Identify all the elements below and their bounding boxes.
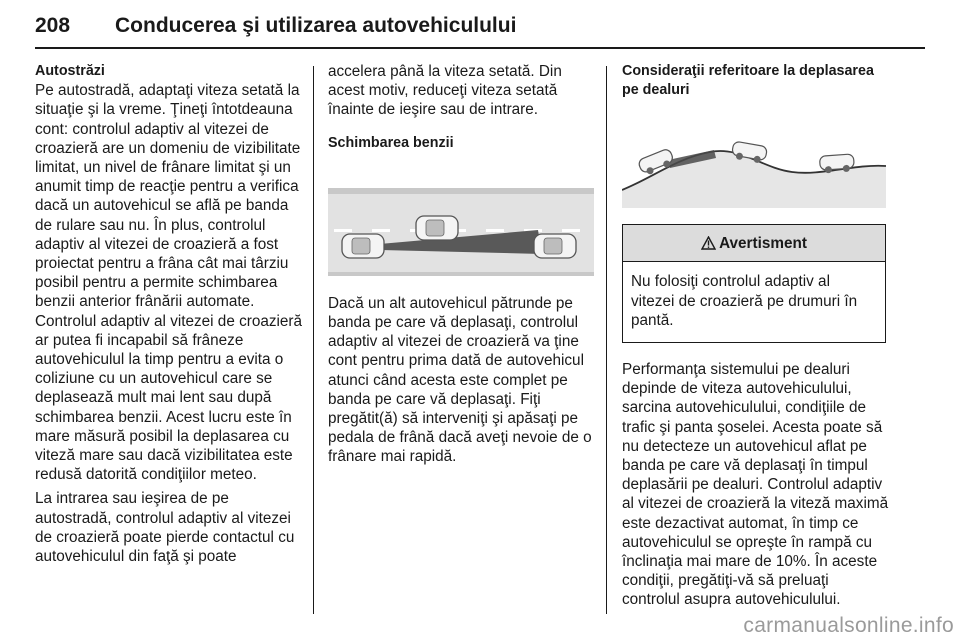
watermark: carmanualsonline.info <box>743 614 954 637</box>
warning-title: Avertisment <box>719 234 807 252</box>
warning-header <box>623 225 885 262</box>
paragraph: Pe autostradă, adaptaţi viteza setată la situaţie şi la vreme. Ţineţi întotdeauna cont: controlul adaptiv al vitezei de croazieră are un domeniu de vizibilitate limitat, un nivel de frânare limitat şi un anumit timp de reacţie pentru a verifica dacă un autovehicul se află pe banda de rulare sau nu. În plus, controlul adaptiv al vitezei de croazieră a fost proiectat pentru a frâna cât mai târziu posibil pentru a permite schimbarea benzii anterior frânării automate. Controlul adaptiv al vitezei de croazieră ar putea fi incapabil să frâneze autovehiculul la timp pentru a evita o coliziune cu un autovehicul care se deplasează mult mai lent sau după schimbarea benzii. Acest lucru este în mare măsură posibil la deplasarea cu viteză mare sau dacă vizibilitatea este redusă datorită condiţiilor meteo. <box>35 82 302 484</box>
column-divider <box>606 66 607 614</box>
page-title: Conducerea şi utilizarea autovehiculului <box>115 14 517 37</box>
header-rule <box>35 47 925 49</box>
car-icon <box>534 234 576 258</box>
column-1 <box>35 62 305 566</box>
hill-driving-illustration <box>622 114 886 208</box>
warning-box <box>622 224 886 343</box>
page-header <box>35 0 925 50</box>
paragraph: La intrarea sau ieşirea de pe autostradă, controlul adaptiv al vitezei de croazieră poate pierde contactul cu autovehiculul din faţă şi poate <box>35 490 295 566</box>
paragraph: Performanţa sistemului pe dealuri depinde de viteza autovehiculului, sarcina autovehiculului, condiţiile de trafic şi panta şoselei. Acesta poate să nu detecteze un autovehicul aflat pe banda pe care vă deplasaţi în timpul deplasării pe dealuri. Controlul adaptiv al vitezei de croazieră la viteză maximă este dezactivat automat, în timp ce autovehiculul se opreşte în rampă cu înclinaţia mai mare de 10%. În aceste condiţii, pregătiţi-vă să preluaţi controlul asupra autovehiculului. <box>622 361 889 609</box>
paragraph: Dacă un alt autovehicul pătrunde pe banda pe care vă deplasaţi, controlul adaptiv al vitezei de croazieră va ţine cont pentru prima dată de autovehicul atunci când acesta este complet pe banda pe care vă deplasaţi. Fiţi pregătit(ă) să interveniţi şi apăsaţi pe pedala de frână dacă aveţi nevoie de o frânare mai rapidă. <box>328 294 592 466</box>
section-heading-hills: Consideraţii referitoare la deplasarea pe dealuri <box>622 63 874 99</box>
section-heading-highways: Autostrăzi <box>35 63 105 79</box>
lane-change-illustration <box>328 170 594 280</box>
car-icon <box>416 216 458 240</box>
warning-triangle-icon <box>701 236 716 250</box>
column-3 <box>622 62 890 610</box>
column-divider <box>313 66 314 614</box>
car-icon <box>342 234 384 258</box>
subheading-lane-change: Schimbarea benzii <box>328 134 454 151</box>
column-2 <box>328 62 594 467</box>
page-number: 208 <box>35 14 71 37</box>
paragraph: accelera până la viteza setată. Din acest motiv, reduceţi viteza setată înainte de ieşire sau de intrare. <box>328 63 562 119</box>
warning-text: Nu folosiţi controlul adaptiv al vitezei de croazieră pe drumuri în pantă. <box>631 273 858 329</box>
